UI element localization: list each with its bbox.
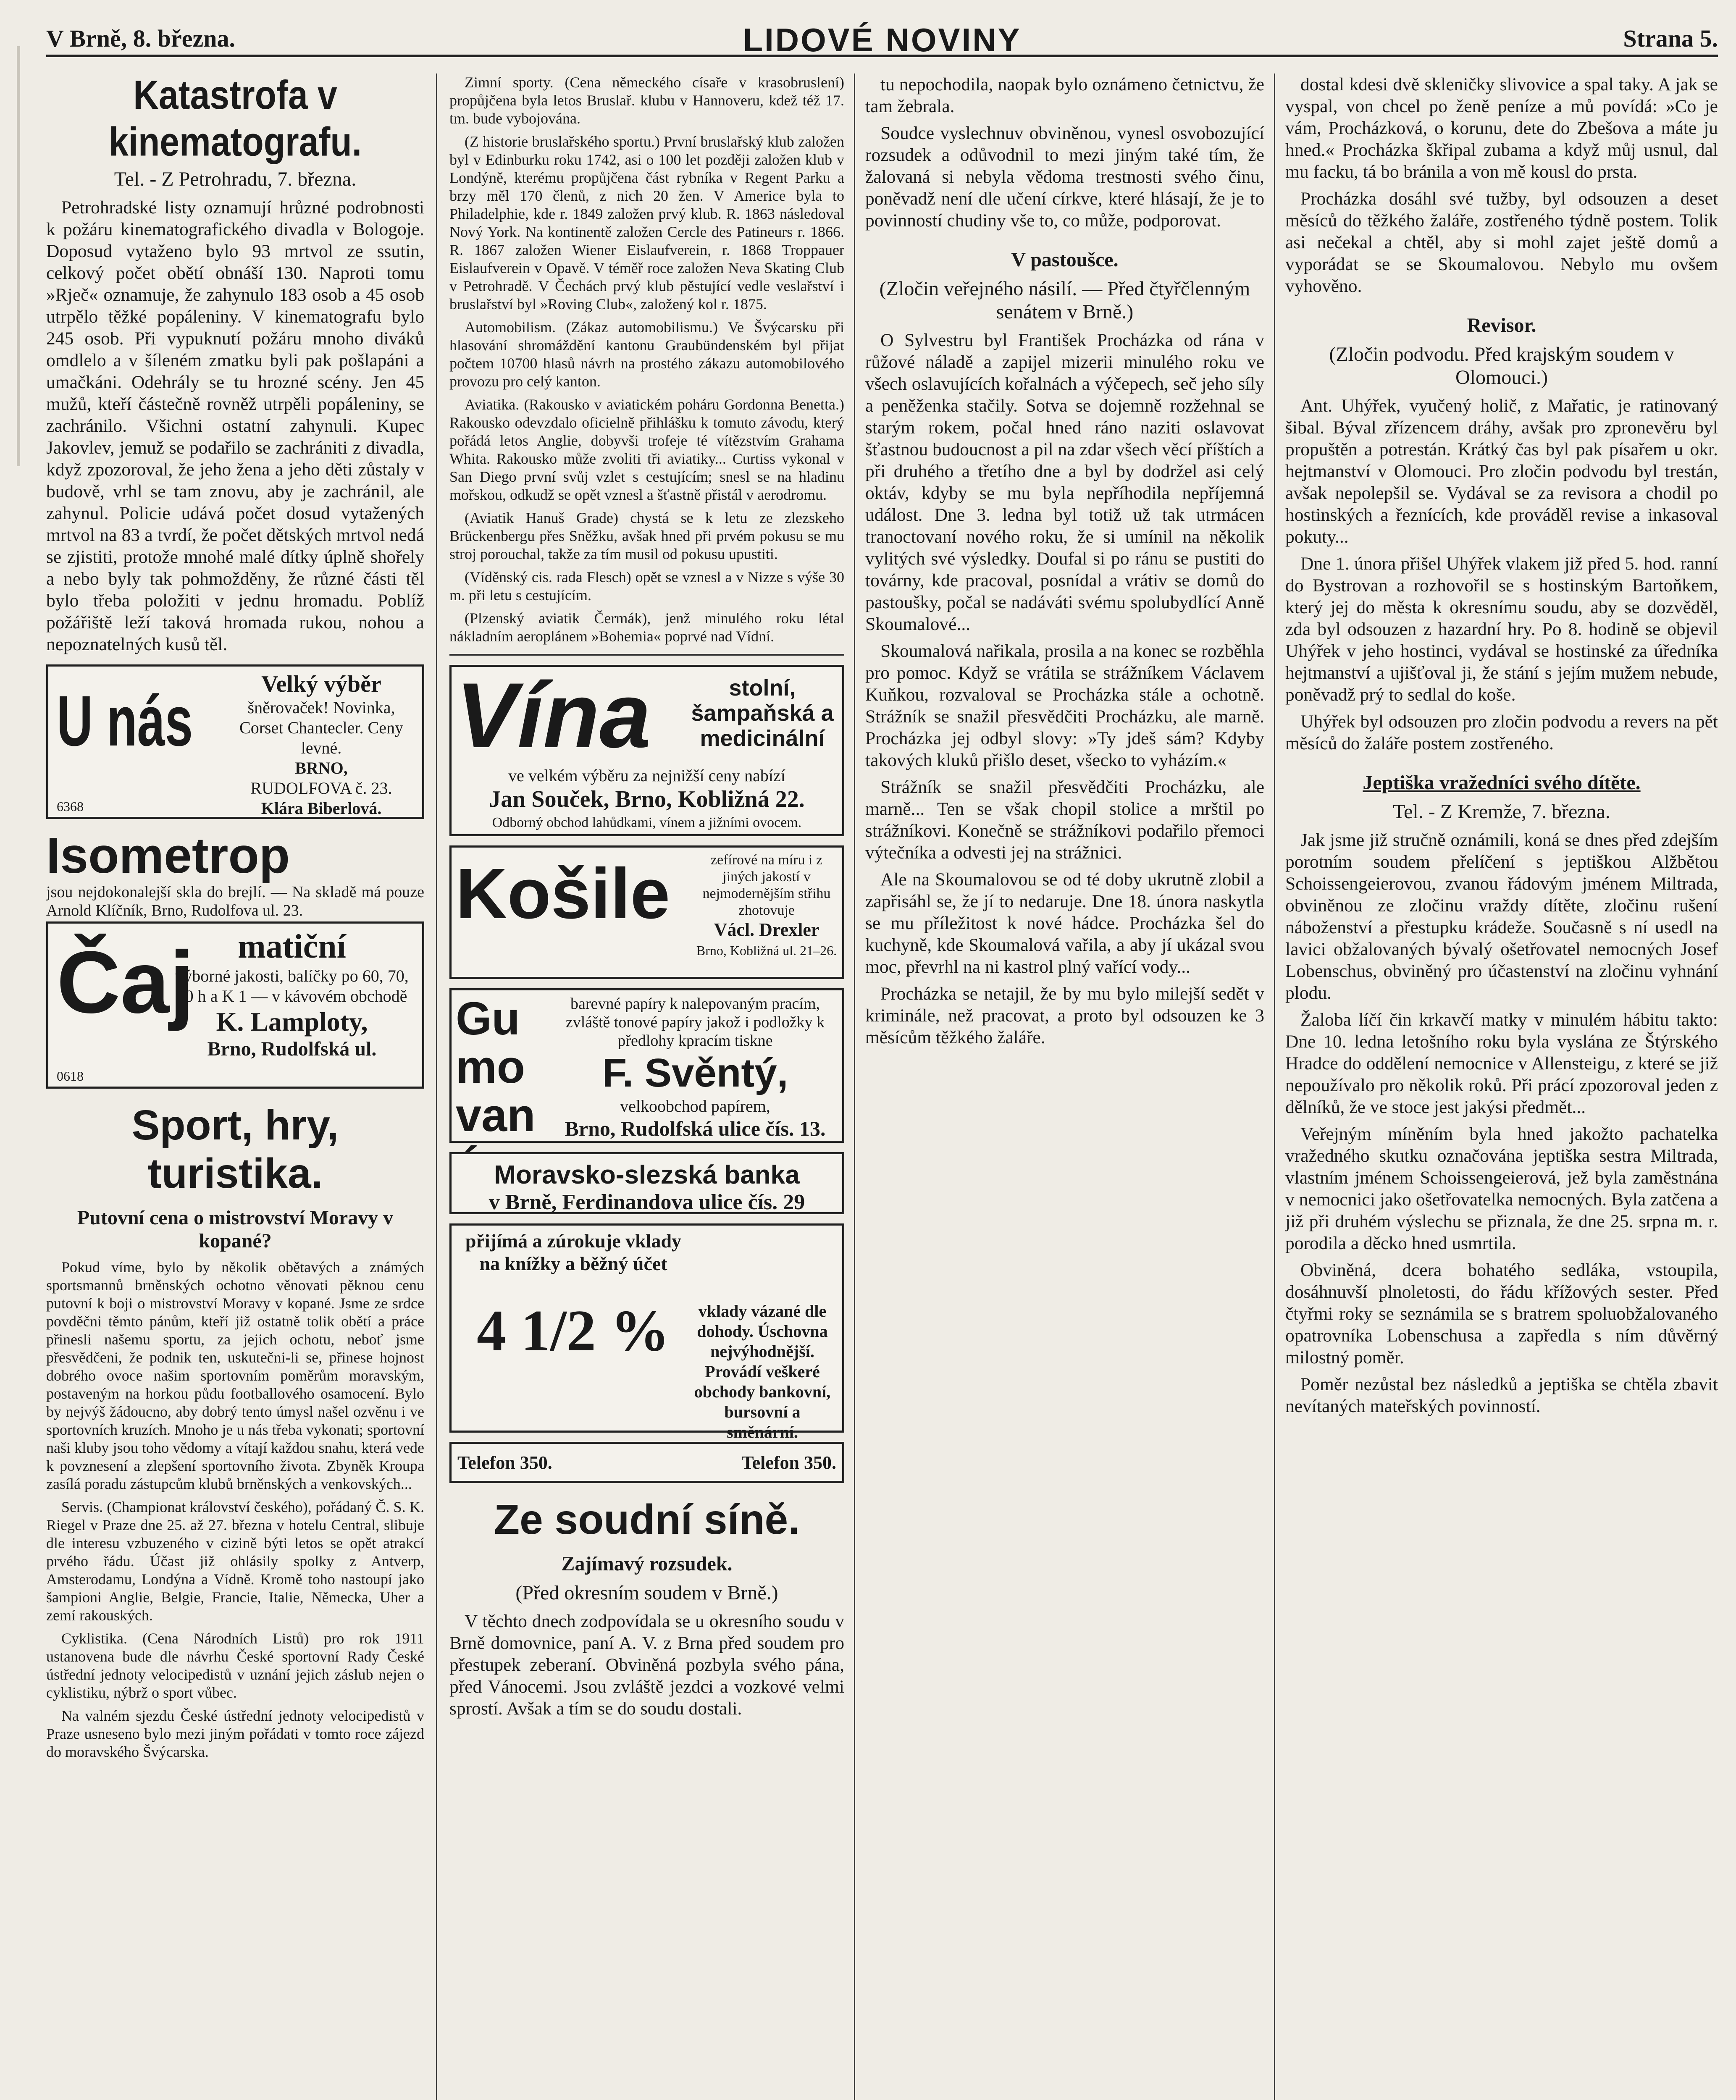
article-paragraph: Petrohradské listy oznamují hrůzné podrobnosti k požáru kinematografického divadla v Bologoje. Doposud vytaženo bylo 93 mrtvol ze ssutin, celkový počet obětí obnáší 130. Naproti tomu »Rječ« oznamuje, že zahynulo 183 osob a 45 osob utrpělo těžké popáleniny. V kinematografu bylo 245 osob. Při vypuknutí požáru mnoho diváků omdlelo a v šíleném zmatku byli pak pošlapáni a umačkáni. Odehrály se tu hrozné scény. Jen 45 mužů, kteří částečně rovněž utrpěli popáleniny, se zachránilo. Všichni ostatní zahynuli. Kupec Jakovlev, jemuž se podařilo se zachrániti z divadla, když zpozoroval, že jeho žena a jeho děti zůstaly v budově, vrhl se tam znovu, aby je zachránil, ale zahynul. Policie udává počet dosud vytažených mrtvol na 83 a tvrdí, že počet dětských mrtvol nedá se zjistiti, protože mnohé malé dítky úplně shořely a nebo byly tak pohmožděny, že různé části těl bylo třeba položiti v jednu hromadu. Poblíž požářiště leží taková hromada rukou, nohou a nepoznatelných kusů těl. (46, 197, 424, 654)
sport-paragraph: Pokud víme, bylo by několik obětavých a známých sportsmannů brněnských ochotno věnovati pěknou cenu putovní k boji o mistrovství Moravy v kopané. Jsme ze srdce povděčni těmto pánům, kteří již ostatně tolik obětí a práce přinesli našemu sportu, za jejich ochotu, neboť jsme přesvědčeni, že podnik ten, uskutečni-li se, přinese hojnost dobrého ovoce našim sportovním poměrům moravským, postaveným na horkou půdu footballového osamocení. Bylo by nejvýš žádoucno, aby dobrý tento úmysl našel ozvěnu i ve sportovních kruzích. Mnoho je u nás třeba vykonati; sportovní naši kluby jsou toho vědomy a vítají každou snahu, která vede k povznesení a zlepšení sportovního života. Zbyněk Kroupa zasílá poradu zástupcům klubů brněnských a venkovských... (46, 1259, 424, 1492)
article-paragraph: Poměr nezůstal bez následků a jeptiška se chtěla zbavit nevítaných mateřských povinností. (1285, 1374, 1718, 1416)
ad-vina-side: stolní, šampaňská a medicinální (691, 675, 834, 751)
ad-banka-title: Moravsko-slezská banka (494, 1160, 800, 1189)
sport-paragraph: (Aviatik Hanuš Grade) chystá se k letu ze zlezskeho Brückenbergu přes Sněžku, avšak hned při prvém pokusu se mu stroj porouchal, takže za tím musil od pokusu upustiti. (449, 509, 844, 562)
article-paragraph: tu nepochodila, naopak bylo oznámeno četnictvu, že tam žebrala. (865, 74, 1264, 116)
article-paragraph: Ant. Uhýřek, vyučený holič, z Mařatic, je ratinovaný šibal. Býval zřízencem dráhy, avšak pro zpronevěru byl propuštěn a potrestán. Krátký čas byl pak písařem u okr. hejtmanství v Olomouci. Pro zločin podvodu byl trestán, avšak nepolepšil se. Vydával se za revisora a chodil po hostinských a řeznících, kde prováděl revise a inkasoval pokuty... (1285, 396, 1718, 547)
court-paragraph: V těchto dnech zodpovídala se u okresního soudu v Brně domovnice, paní A. V. z Brna před soudem pro přestupek zeberaní. Obviněná pozbyla svého pána, před Vánocemi. Jsou zvláště jezdci a vozkové velmi sprostí. Avšak a tím se do soudu dostali. (449, 1611, 844, 1719)
ad-isometrop-text: jsou nejdokonalejší skla do brejlí. — Na skladě má pouze Arnold Klíčník, Brno, Rudolfova ul. 23. (46, 883, 424, 919)
court-subheading-2: (Před okresním soudem v Brně.) (515, 1582, 778, 1604)
sport-subheading: Putovní cena o mistrovství Moravy v kopané? (77, 1207, 394, 1252)
article-paragraph: Obviněná, dcera bohatého sedláka, vstoupila, dosáhnuvší plnoletosti, do řádu křížových sester. Před čtyřmi roky se seznámila se s bratrem spoluobžalovaného opatrovníka Lobenschusa a zapředla s ním důvěrný milostný poměr. (1285, 1260, 1718, 1368)
column-rule (1274, 74, 1275, 2100)
sport-paragraph: Zimní sporty. (Cena německého císaře v krasobruslení) propůjčena byla letos Bruslař. klubu v Hannoveru, kdež též 17. tm. bude vybojována. (449, 74, 844, 127)
sport-paragraph: Cyklistika. (Cena Národních Listů) pro rok 1911 ustanovena bude dle návrhu České sportovní Rady České ústřední jednoty velocipedistů v uznání jejich záslub nejen o cyklistiku, nýbrž o sport vůbec. (46, 1630, 424, 1701)
sport-paragraph: (Víděnský cis. rada Flesch) opět se vznesl a v Nizze s výše 30 m. při letu s cestujícím. (449, 569, 844, 604)
court-subheading: Zajímavý rozsudek. (561, 1553, 733, 1575)
ad-gum-sub: velkoobchod papírem, (620, 1097, 770, 1116)
article-dateline: Tel. - Z Petrohradu, 7. března. (114, 168, 357, 190)
ad-unas-title: U nás (57, 681, 193, 761)
ad-telefon-left: Telefon 350. (457, 1452, 552, 1473)
article-paragraph: Uhýřek byl odsouzen pro zločin podvodu a revers na pět měsíců do žaláře postem zostřeného. (1285, 711, 1718, 753)
article-subtitle: (Zločin veřejného násilí. — Před čtyřčlenným senátem v Brně.) (879, 278, 1250, 323)
column-rule (436, 74, 437, 2100)
column-rule (854, 74, 855, 2100)
ad-kosile-addr: Brno, Kobližná ul. 21–26. (696, 943, 837, 958)
article-paragraph: O Sylvestru byl František Procházka od rána v růžové náladě a zapijel mizerii minulého roku ve všech oslavujících kořalnách a výčepech, seč jeho síly a peněženka stačily. Sotva se dojemně rozžehnal se starým rokem, počal hned ráno naziti oslavovat šťastnou budoucnost a pil na zdar všech věcí příštích a při druhého a třetího dne a byl by dodržel asi celý oktáv, kdyby se mu byla nepříhodila nepříjemná událost. Dne 3. ledna byl totiž už tak utrmácen tranoctovaní nového roku, že si umínil na několik vylitých své výsledky. Doufal si po ránu se pustiti do továrny, kde pracoval, posnídal a vrátiv se domů do pastoušky, počal se nadáváti svému spolubydlící Anně Skoumalové... (865, 330, 1264, 634)
ad-caj-text: výborné jakosti, balíčky po 60, 70, 80 h a K 1 — v kávovém obchodě (175, 966, 409, 1005)
ad-caj-title: Čaj (57, 933, 194, 1032)
ad-prijima-pct: 4 1/2 % (477, 1298, 670, 1363)
issue-date: V Brně, 8. března. (46, 25, 236, 52)
article-headline: Katastrofa v kinematografu. (108, 74, 362, 165)
ad-banka (449, 1152, 844, 1214)
column-2 (449, 74, 844, 2100)
ad-unas (46, 664, 424, 819)
ad-gumovane (449, 988, 844, 1143)
ad-gum-name: F. Svěntý, (602, 1050, 788, 1095)
article-dateline: Tel. - Z Kremže, 7. března. (1393, 801, 1610, 823)
ad-unas-line: BRNO, (295, 759, 348, 777)
ad-caj-addr: Brno, Rudolfská ul. (207, 1038, 377, 1060)
sport-paragraph: Na valném sjezdu České ústřední jednoty velocipedistů v Praze usneseno bylo mezi jiným pořádati v tomto roce zájezd do moravského Švýcarska. (46, 1707, 424, 1760)
sport-paragraph: Automobilism. (Zákaz automobilismu.) Ve Švýcarsku při hlasování shromáždění kantonu Graubündenském byl přijat počtem 10700 hlasů návrh na prostého zákazu automobilového provozu pro celý kanton. (449, 319, 844, 390)
article-title: Revisor. (1467, 314, 1536, 336)
ad-prijima-left: přijímá a zúrokuje vklady na knížky a běžný účet (465, 1230, 682, 1274)
ad-caj-name: K. Lamploty, (216, 1007, 368, 1037)
ad-telefon-right: Telefon 350. (741, 1452, 836, 1473)
article-paragraph: Jak jsme již stručně oznámili, koná se dnes před zdejším porotním soudem přelíčení s jeptiškou Alžbětou Schoissengeierovou, zvanou řádovým jménem Miltrada, obviněnou ze zločinu vraždy dítěte, zločinu rušení náboženství a přestupku krádeže. Současně s ní usedl na lavici obžalovaných bývalý ošetřovatel nemocných Josef Lobenschus, obviněný pro účastenství na zločinu vyhnání plodu. (1285, 830, 1718, 1003)
sport-paragraph: (Z historie bruslařského sportu.) První bruslařský klub založen byl v Edinburku roku 1742, asi o 100 let později založen klub v Londýně, kterému propůjčena část rybníka v Regent Parku a brzy měl 170 členů, z nich 20 žen. V Americe byla to Philadelphie, kde r. 1849 založen prvý klub. R. 1863 následoval Nový York. Na kontinentě založen Cercle des Patineurs r. 1866. R. 1867 založen Wiener Eislaufverein, r. 1868 Troppauer Eislaufverein v Opavě. V téměř roce založen Neva Skating Club v Petrohradě. V Čechách prvý klub pěstující vedle veslařství i bruslařství byl »Roving Club«, založený kol r. 1875. (449, 133, 844, 312)
article-title: V pastoušce. (1011, 249, 1119, 271)
ad-gum-text: barevné papíry k nalepovaným pracím, zvláště tonové papíry jakož i podložky k předlohy kpracím tiskne (565, 995, 825, 1050)
ad-kosile-text: zefírové na míru i z jiných jakostí v nejmodernějším střihu zhotovuje (702, 852, 831, 918)
ad-isometrop (46, 827, 424, 919)
page-number: Strana 5. (1623, 25, 1718, 52)
article-paragraph: Ale na Skoumalovou se od té doby ukrutně zlobil a zapřisáhl se, že jí to nedaruje. Dne 18. února naskytla se mu příležitost k nové hádce. Procházka šel do kuchyně, kde Skoumalová vařila, a aby jí ukázal svou moc, převrhl na ni kastrol plný vařící vody... (865, 869, 1264, 977)
sport-paragraph: (Plzenský aviatik Čermák), jenž minulého roku létal nákladním aeroplánem »Bohemia« poprvé nad Vídní. (449, 610, 844, 645)
column-1 (46, 74, 424, 2100)
ad-isometrop-title: Isometrop (46, 827, 290, 884)
ad-code: 6368 (57, 799, 84, 814)
article-paragraph: Veřejným míněním byla hned jakožto pachatelka vražedného skutku označována jeptiška sestra Miltrada, vlastním jménem Schoissengeierová, jež byla zaměstnána v nemocnici jako ošetřovatelka nemocných. Byla zatčena a již při druhém výslechu se přiznala, že dne 25. srpna m. r. porodila a děcko hned usmrtila. (1285, 1124, 1718, 1253)
column-3 (865, 74, 1264, 2100)
ad-vina (449, 665, 844, 836)
ad-telefon (449, 1442, 844, 1483)
ad-vina-line: Odborný obchod lahůdkami, vínem a jižními ovocem. (492, 815, 802, 830)
ad-caj (46, 921, 424, 1089)
column-4 (1285, 74, 1718, 2100)
ad-unas-line: Klára Biberlová. (261, 799, 382, 818)
section-title: Ze soudní síně. (494, 1496, 800, 1543)
ad-prijima-text: vklady vázané dle dohody. Úschovna nejvýhodnější. Provádí veškeré obchody bankovní, bursovní a směnární. (694, 1302, 831, 1441)
article-paragraph: dostal kdesi dvě skleničky slivovice a spal taky. A jak se vyspal, von chcel po ženě peníze a mů povídá: »Co je vám, Procházková, o korunu, dete do Zbešova a máte ju hned.« Procházka škřipal zubama a když můj usnul, dal mu facku, tá bo bránila a von mě kousl do prsta. (1285, 74, 1718, 182)
ad-prijima (449, 1223, 844, 1441)
ad-gum-title: Gumovan (456, 993, 536, 1141)
ad-vina-title: Vína (456, 664, 651, 767)
ad-gum-addr: Brno, Rudolfská ulice čís. 13. (565, 1117, 826, 1140)
article-paragraph: Soudce vyslechnuv obviněnou, vynesl osvobozující rozsudek a odůvodnil to mezi jiným také tím, že žalovaná si nebyla vědoma trestnosti svého činu, poněvadž není dle učení církve, které hlásají, že je to povinností chudiny vše to, co může, podporovat. (865, 123, 1264, 231)
article-paragraph: Procházka dosáhl své tužby, byl odsouzen a deset měsíců do těžkého žaláře, zostřeného týdně postem. Tolik asi nečekal a chtěl, aby si mohl zajet ještě domů a vyporádat se se Skoumalovou. Nebylo mu ovšem vyhověno. (1285, 189, 1718, 296)
ad-unas-line: šněrovaček! Novinka, Corset Chantecler. Ceny levné. (239, 698, 403, 757)
ad-unas-line: RUDOLFOVA č. 23. (250, 779, 392, 798)
article-paragraph: Dne 1. února přišel Uhýřek vlakem již před 5. hod. ranní do Bystrovan a rozhovořil se s hostinským Bartoňkem, který jej do města k okresnímu soudu, aby se dozvěděl, zda byl odsouzen z hazardní hry. Po 8. hodině se objevil Uhýřek v jeho hostinci, vydával se hostinské za úředníka hejtmanství a ujišťoval ji, že stání s jejím mužem nebude, poněvadž prý to sedlal do koše. (1285, 554, 1718, 705)
sport-paragraph: Aviatika. (Rakousko v aviatickém poháru Gordonna Benetta.) Rakousko odevzdalo oficielně přihlášku k tomuto závodu, který pořádá letos Anglie, dobyvši trofeje té vítězstvím Grahama Whita. Rakousko může zvoliti tři aviatiky... Curtiss vykonal v San Diego první svůj vzlet s cestujícím; snesl se na hladinu mořskou, odkudž se opět vznesl a šťastně přistál v aerodromu. (449, 396, 844, 503)
ad-banka-addr: v Brně, Ferdinandova ulice čís. 29 (488, 1190, 805, 1214)
ad-vina-name: Jan Souček, Brno, Kobližná 22. (489, 786, 805, 812)
ad-code: 0618 (57, 1068, 84, 1084)
ad-kosile (449, 845, 844, 979)
article-paragraph: Procházka se netajil, že by mu bylo milejší sedět v kriminále, než pracovat, a proto byl odsouzen ke 3 měsícům těžkého žaláře. (865, 984, 1264, 1047)
article-paragraph: Žaloba líčí čin krkavčí matky v minulém hábitu takto: Dne 10. ledna letošního roku byla vyslána ze Štýrského Hradce do oddělení nemocnice v Allensteigu, z které se již nepoužívalo pro několik roků. Při prácí zpozoroval jeden z dělníků, že ve stoce jest jakýsi předmět... (1285, 1010, 1718, 1117)
divider (449, 654, 844, 656)
ad-caj-top: matiční (238, 928, 346, 965)
section-title: Sport, hry, turistika. (131, 1102, 339, 1197)
ad-vina-line: ve velkém výběru za nejnižší ceny nabízí (508, 766, 785, 785)
masthead (46, 21, 1718, 57)
scan-edge (17, 46, 20, 466)
article-paragraph: Strážník se snažil přesvědčiti Procházku, ale marně... Ten se však chopil stolice a mrštil po strážníkovi. Konečně se strážníkovi podařilo přemoci výtečníka a odvesti jej na strážnici. (865, 777, 1264, 863)
newspaper-title: LIDOVÉ NOVINY (743, 21, 1022, 58)
ad-unas-line: Velký výběr (261, 671, 381, 697)
ad-kosile-title: Košile (456, 854, 670, 934)
article-title: Jeptiška vražedníci svého dítěte. (1363, 772, 1641, 794)
article-subtitle: (Zločin podvodu. Před krajským soudem v Olomouci.) (1329, 343, 1674, 388)
ad-kosile-name: Václ. Drexler (714, 919, 819, 940)
sport-paragraph: Servis. (Championat království českého), pořádaný Č. S. K. Riegel v Praze dne 25. až 27. března v hotelu Central, slibuje dle interesu vzbuzeného v cizině býti letos se opět atrakcí prvého řádu. Účast již ohlásily spolky z Antverp, Amsterodamu, Londýna a Vídně. Kromě toho nastoupí jako šampioni Anglie, Belgie, Francie, Italie, Německa, Uher a zemí rakouských. (46, 1499, 424, 1624)
article-paragraph: Skoumalová nařikala, prosila a na konec se rozběhla pro pomoc. Když se vrátila se strážníkem Václavem Kuňkou, rozvaloval se Procházka stále a ochotně. Strážník se snažil přesvědčiti Procházku, ale marně. Procházka jej odbyl slovy: »Ty jdeš sám? Kdyby takových kluků přišlo deset, všecko to vyházím.« (865, 641, 1264, 770)
